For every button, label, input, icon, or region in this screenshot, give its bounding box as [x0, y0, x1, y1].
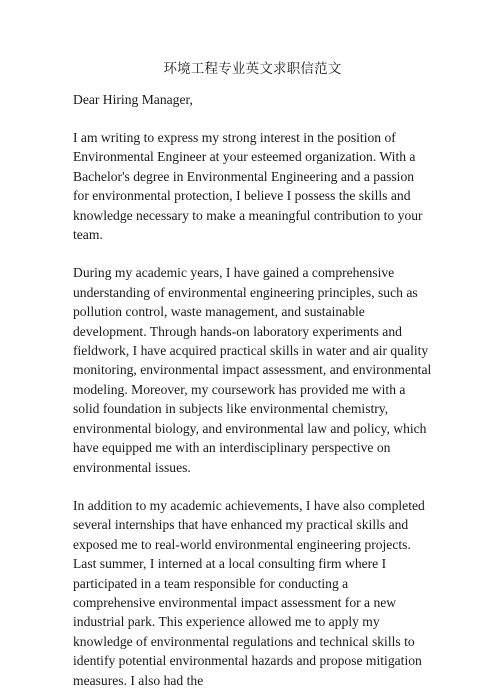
- salutation: Dear Hiring Manager,: [73, 92, 193, 107]
- paragraph-academic: During my academic years, I have gained a comprehensive understanding of environmental engineering principles, such as pollution control, waste management, and sustainable development. Through hands-on laboratory experiments and fieldwork, I have acquired practical skills in water and air quality monitoring, environmental impact assessment, and environmental modeling. Moreover, my coursework has provided me with a solid foundation in subjects like environmental chemistry, environmental biology, and environmental law and policy, which have equipped me with an interdisciplinary perspective on environmental issues.: [73, 265, 432, 475]
- document-title: 环境工程专业英文求职信范文: [163, 61, 342, 76]
- paragraph-internships: In addition to my academic achievements, I have also completed several internships that have enhanced my practical skills and exposed me to real-world environmental engineering projects. Last summer, I interned at a local consulting firm where I participated in a team responsible for conducting a comprehensive environmental impact assessment for a new industrial park. This experience allowed me to apply my knowledge of environmental regulations and technical skills to identify potential environmental hazards and propose mitigation measures. I also had the: [73, 497, 425, 688]
- paragraph-intro: I am writing to express my strong interest in the position of Environmental Engineer at your esteemed organization. With a Bachelor's degree in Environmental Engineering and a passion for environmental protection, I believe I possess the skills and knowledge necessary to make a meaningful contribution to your team.: [73, 130, 423, 243]
